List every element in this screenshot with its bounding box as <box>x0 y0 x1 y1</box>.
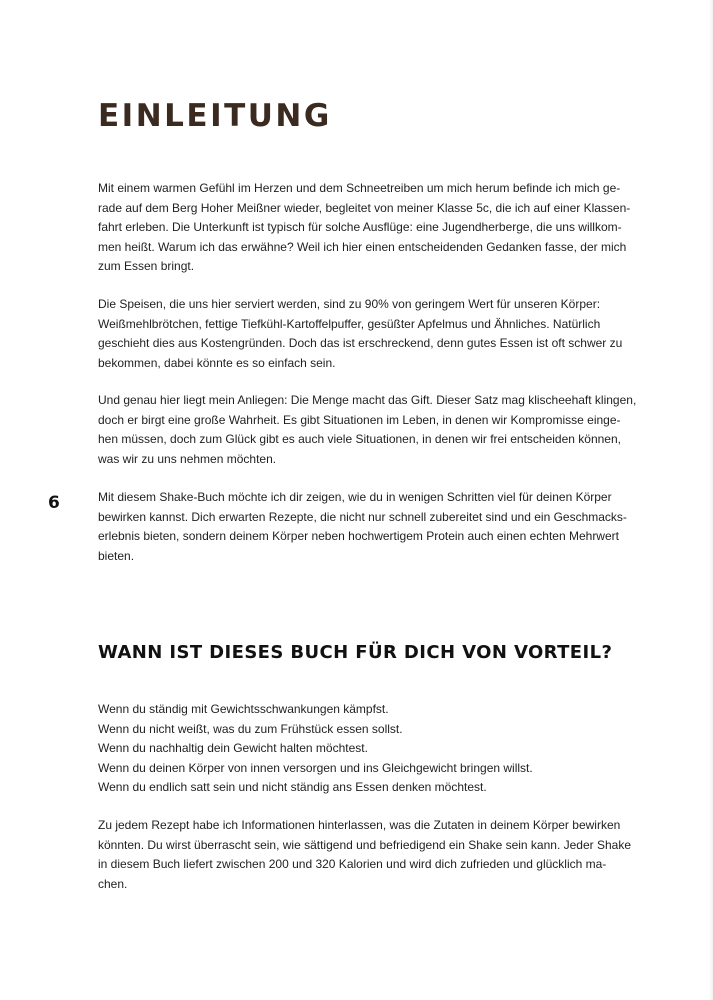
text-line: chen. <box>98 876 128 891</box>
page-number: 6 <box>48 493 60 513</box>
benefit-list <box>98 700 618 798</box>
text-line: bieten. <box>98 548 135 563</box>
text-line: Zu jedem Rezept habe ich Informationen hinterlassen, was die Zutaten in deinem Körper bewirken <box>98 818 621 832</box>
text-line: fahrt erleben. Die Unterkunft ist typisch für solche Ausflüge: eine Jugendherberge, die uns willkom- <box>98 220 622 234</box>
intro-paragraph-4 <box>98 488 627 566</box>
chapter-title: EINLEITUNG <box>98 98 332 134</box>
text-line: was wir zu uns nehmen möchten. <box>98 451 277 466</box>
intro-paragraph-3 <box>98 391 637 469</box>
text-line: geschieht dies aus Kostengründen. Doch das ist erschreckend, denn gutes Essen ist oft schwer zu <box>98 336 623 350</box>
list-item: Wenn du nachhaltig dein Gewicht halten möchtest. <box>98 741 368 755</box>
text-line: zum Essen bringt. <box>98 259 195 273</box>
list-item: Wenn du endlich satt sein und nicht ständig ans Essen denken möchtest. <box>98 780 487 794</box>
text-line: könnten. Du wirst überrascht sein, wie sättigend und befriedigend ein Shake sein kann. Jeder Shake <box>98 837 631 852</box>
text-line: hen müssen, doch zum Glück gibt es auch viele Situationen, in denen wir frei entscheiden können, <box>98 432 621 446</box>
page-edge-shadow <box>709 0 713 1000</box>
list-item: Wenn du nicht weißt, was du zum Frühstück essen sollst. <box>98 721 403 736</box>
text-line: bewirken kannst. Dich erwarten Rezepte, die nicht nur schnell zubereitet sind und ein Geschmacks- <box>98 509 627 524</box>
text-line: Weißmehlbrötchen, fettige Tiefkühl-Kartoffelpuffer, gesüßter Apfelmus und Ähnliches. Natürlich <box>98 316 601 331</box>
text-line: Mit diesem Shake-Buch möchte ich dir zeigen, wie du in wenigen Schritten viel für deinen Körper <box>98 490 612 504</box>
text-line: Mit einem warmen Gefühl im Herzen und dem Schneetreiben um mich herum befinde ich mich ge- <box>98 181 621 195</box>
text-line: men heißt. Warum ich das erwähne? Weil ich hier einen entscheidenden Gedanken fasse, der mich <box>98 239 627 254</box>
intro-paragraph-1 <box>98 179 631 277</box>
text-line: erlebnis bieten, sondern deinem Körper neben hochwertigem Protein auch einen echten Mehrwert <box>98 529 619 543</box>
text-line: Die Speisen, die uns hier serviert werden, sind zu 90% von geringem Wert für unseren Körper: <box>98 297 601 311</box>
section-heading: WANN IST DIESES BUCH FÜR DICH VON VORTEIL? <box>98 642 613 663</box>
list-item: Wenn du ständig mit Gewichtsschwankungen kämpfst. <box>98 702 389 716</box>
intro-paragraph-2 <box>98 295 623 373</box>
list-item: Wenn du deinen Körper von innen versorgen und ins Gleichgewicht bringen willst. <box>98 760 533 775</box>
text-line: doch er birgt eine große Wahrheit. Es gibt Situationen im Leben, in denen wir Kompromisse einge- <box>98 412 621 427</box>
text-line: bekommen, dabei könnte es so einfach sein. <box>98 355 336 370</box>
text-line: Und genau hier liegt mein Anliegen: Die Menge macht das Gift. Dieser Satz mag klischeehaft klingen, <box>98 393 637 407</box>
text-line: rade auf dem Berg Hoher Meißner wieder, begleitet von meiner Klasse 5c, die ich auf einer Klassen- <box>98 200 631 215</box>
closing-paragraph <box>98 816 631 894</box>
text-line: in diesem Buch liefert zwischen 200 und 320 Kalorien und wird dich zufrieden und glücklich ma- <box>98 857 607 871</box>
